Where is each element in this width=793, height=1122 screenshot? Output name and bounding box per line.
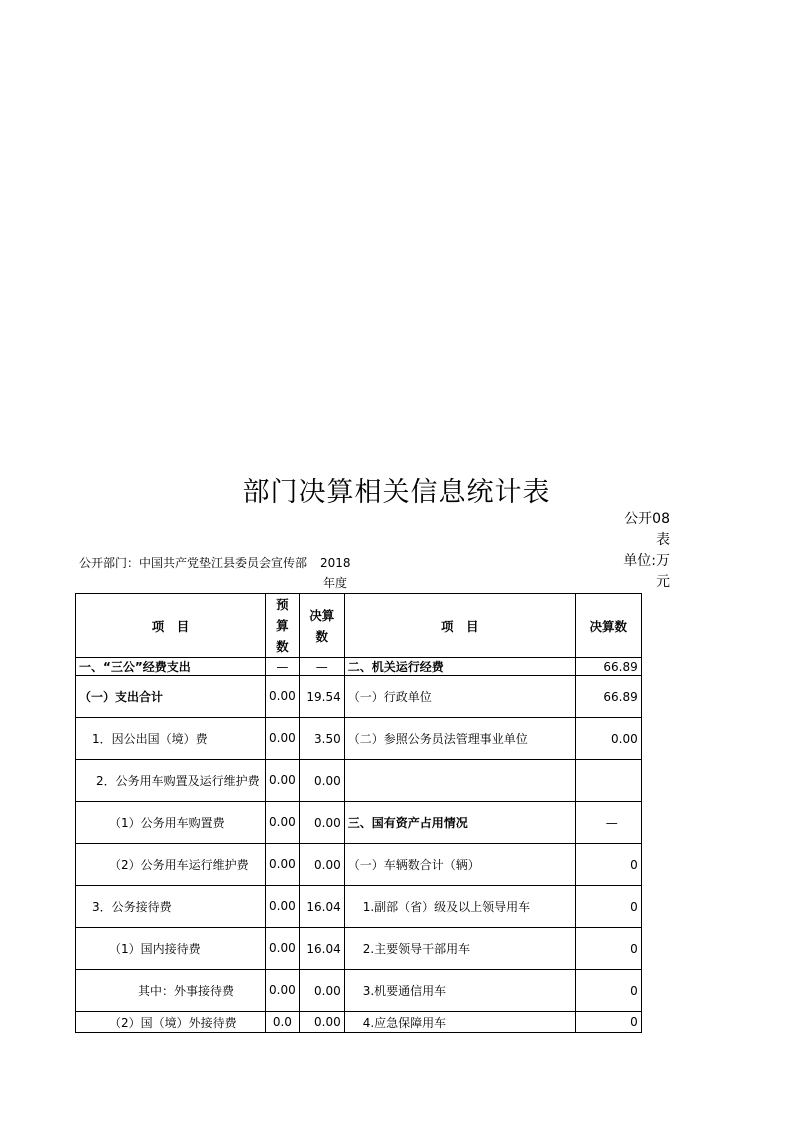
table-row xyxy=(76,658,642,676)
row-label-right: （一）车辆数合计（辆） xyxy=(344,844,575,886)
row-label-right xyxy=(344,760,575,802)
year-label: 2018年度 xyxy=(320,556,351,590)
table-row xyxy=(76,886,642,928)
table-row xyxy=(76,970,642,1012)
unit-line-1: 单位:万 xyxy=(623,553,670,569)
table-row xyxy=(76,760,642,802)
row-label-right: 3.机要通信用车 xyxy=(344,970,575,1012)
row-value-right xyxy=(575,760,641,802)
row-value-right: 0.00 xyxy=(575,718,641,760)
row-label: （1）公务用车购置费 xyxy=(76,802,266,844)
statistics-table xyxy=(75,593,642,1033)
row-label: 其中：外事接待费 xyxy=(76,970,266,1012)
row-label-right: 三、国有资产占用情况 xyxy=(344,802,575,844)
row-value-right: 0 xyxy=(575,844,641,886)
row-label: （2）国（境）外接待费 xyxy=(76,1012,266,1033)
page-title: 部门决算相关信息统计表 xyxy=(242,477,551,508)
public-department: 公开部门：中国共产党垫江县委员会宣传部 xyxy=(78,556,307,570)
row-final: 3.50 xyxy=(299,718,344,760)
row-value-right: 66.89 xyxy=(575,658,641,676)
row-label-right: 2.主要领导干部用车 xyxy=(344,928,575,970)
row-label: 3．公务接待费 xyxy=(76,886,266,928)
row-final: 19.54 xyxy=(299,676,344,718)
form-number-line-2: 表 xyxy=(656,532,670,548)
row-budget: 0.00 xyxy=(266,844,300,886)
row-value-right: 0 xyxy=(575,928,641,970)
table-row xyxy=(76,676,642,718)
row-budget: 0.00 xyxy=(266,928,300,970)
table-row xyxy=(76,928,642,970)
row-label-right: 二、机关运行经费 xyxy=(344,658,575,676)
header-budget: 预算数 xyxy=(266,594,300,658)
row-label: 1．因公出国（境）费 xyxy=(76,718,266,760)
header-final: 决算数 xyxy=(299,594,344,658)
row-final: 0.00 xyxy=(299,844,344,886)
row-label: （一）支出合计 xyxy=(76,676,266,718)
header-final-right: 决算数 xyxy=(575,594,641,658)
row-final: 16.04 xyxy=(299,886,344,928)
unit-line-2: 元 xyxy=(656,574,670,590)
row-budget: 0.00 xyxy=(266,718,300,760)
row-final: — xyxy=(299,658,344,676)
table-row xyxy=(76,802,642,844)
row-final: 0.00 xyxy=(299,970,344,1012)
table-row xyxy=(76,844,642,886)
row-final: 0.00 xyxy=(299,802,344,844)
row-value-right: 66.89 xyxy=(575,676,641,718)
row-label-right: （二）参照公务员法管理事业单位 xyxy=(344,718,575,760)
header-item-right: 项 目 xyxy=(344,594,575,658)
header-item: 项 目 xyxy=(76,594,266,658)
table-row xyxy=(76,718,642,760)
row-budget: — xyxy=(266,658,300,676)
form-number-line-1: 公开08 xyxy=(624,511,670,527)
row-label: （1）国内接待费 xyxy=(76,928,266,970)
row-value-right: 0 xyxy=(575,1012,641,1033)
row-label-right: 1.副部（省）级及以上领导用车 xyxy=(344,886,575,928)
row-label-right: 4.应急保障用车 xyxy=(344,1012,575,1033)
unit-label xyxy=(560,551,670,593)
row-budget: 0.00 xyxy=(266,760,300,802)
table-row xyxy=(76,1012,642,1033)
row-value-right: — xyxy=(575,802,641,844)
row-label: （2）公务用车运行维护费 xyxy=(76,844,266,886)
row-label-right: （一）行政单位 xyxy=(344,676,575,718)
table-header-row xyxy=(76,594,642,658)
row-final: 0.00 xyxy=(299,1012,344,1033)
row-budget: 0.00 xyxy=(266,802,300,844)
form-number xyxy=(600,509,670,551)
row-budget: 0.00 xyxy=(266,970,300,1012)
row-budget: 0.0 xyxy=(266,1012,300,1033)
row-value-right: 0 xyxy=(575,886,641,928)
row-budget: 0.00 xyxy=(266,886,300,928)
row-label: 一、“三公”经费支出 xyxy=(76,658,266,676)
row-final: 0.00 xyxy=(299,760,344,802)
row-final: 16.04 xyxy=(299,928,344,970)
row-budget: 0.00 xyxy=(266,676,300,718)
row-value-right: 0 xyxy=(575,970,641,1012)
row-label: 2．公务用车购置及运行维护费 xyxy=(76,760,266,802)
